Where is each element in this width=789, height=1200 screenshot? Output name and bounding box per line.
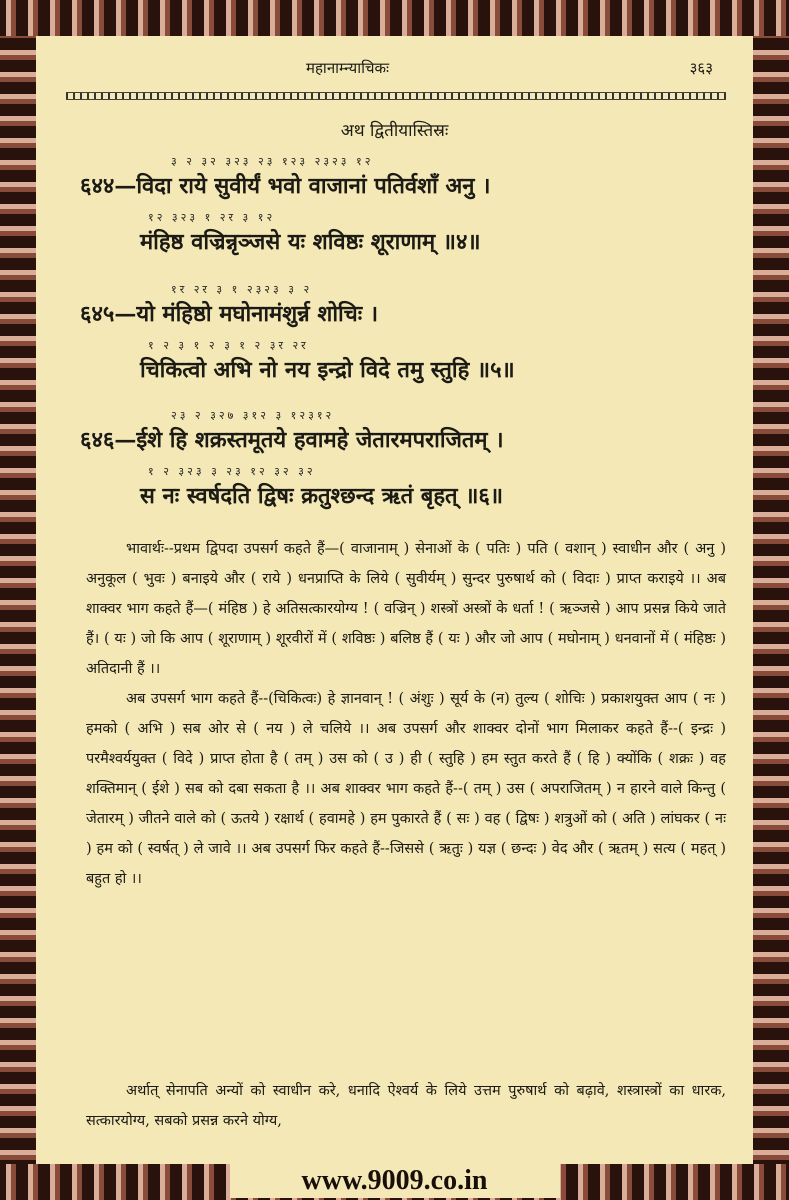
paragraph: अर्थात् सेनापति अन्यों को स्वाधीन करे, धनादि ऐश्वर्य के लिये उत्तम पुरुषार्थ को बढ़ावे, शस्त्रास्त्रों का धारक, सत्कारयोग्य, सबको प्रसन्न करने योग्य, — [86, 1083, 726, 1129]
ornamental-rule — [66, 92, 726, 100]
summary-block — [86, 1076, 726, 1136]
commentary — [86, 534, 726, 894]
frame-left — [0, 0, 36, 1198]
page-header — [36, 58, 753, 82]
verse-line: चिकित्वो अभि नो नय इन्द्रो विदे तमु स्तुहि ॥५॥ — [140, 357, 515, 383]
accent-marks: १ २ ३ १ २ ३ १ २ ३र २र — [148, 339, 309, 352]
paragraph: भावार्थः--प्रथम द्विपदा उपसर्ग कहते हैं—( वाजानाम् ) सेनाओं के ( पतिः ) पति ( वशान् ) स्वाधीन और ( अनु ) अनुकूल ( भुवः ) बनाइये और ( राये ) धनप्राप्ति के लिये ( सुवीर्यम् ) सुन्दर पुरुषार्थ को ( विदाः ) प्राप्त कराइये ।। अब शाक्वर भाग कहते हैं—( मंहिष्ठ ) हे अतिसत्कारयोग्य ! ( वज्रिन् ) शस्त्रों अस्त्रों के धर्ता ! ( ऋञ्जसे ) आप प्रसन्न किये जाते हैं। ( यः ) जो कि आप ( शूराणाम् ) शूरवीरों में ( शविष्ठः ) बलिष्ठ हैं ( यः ) और जो आप ( मघोनाम् ) धनवानों में ( मंहिष्ठः ) अतिदानी हैं ।। — [86, 541, 726, 677]
frame-right — [753, 0, 789, 1198]
verse-line: ६४६—ईशे हि शक्रस्तमूतये हवामहे जेतारमपराजितम् । — [80, 427, 504, 453]
accent-marks: ३ २ ३२ ३२३ २३ १२३ २३२३ १२ — [171, 155, 374, 168]
accent-marks: २३ २ ३२७ ३१२ ३ १२३१२ — [171, 409, 335, 422]
verse-line: मंहिष्ठ वज्रिन्नृञ्जसे यः शविष्ठः शूराणाम् ॥४॥ — [140, 229, 481, 255]
page-number: ३६३ — [689, 59, 713, 77]
watermark-url: www.9009.co.in — [301, 1165, 488, 1196]
frame-top — [0, 0, 789, 36]
verse-line: ६४४—विदा राये सुवीर्यं भवो वाजानां पतिर्वशाँ अनु । — [80, 173, 491, 199]
paragraph: अब उपसर्ग भाग कहते हैं--(चिकित्वः) हे ज्ञानवान् ! ( अंशुः ) सूर्य के (न) तुल्य ( शोचिः ) प्रकाशयुक्त आप ( नः ) हमको ( अभि ) सब ओर से ( नय ) ले चलिये ।। अब उपसर्ग और शाक्वर दोनों भाग मिलाकर कहते हैं--( इन्द्रः ) परमैश्वर्ययुक्त ( विदे ) प्राप्त होता है ( तम् ) उस को ( उ ) ही ( स्तुहि ) हम स्तुत करते हैं ( हि ) क्योंकि ( शक्रः ) वह शक्तिमान् ( ईशे ) सब को दबा सकता है ।। अब शाक्वर भाग कहते हैं--( तम् ) उस ( अपराजितम् ) न हारने वाले किन्तु ( जेतारम् ) जीतने वाले को ( ऊतये ) रक्षार्थ ( हवामहे ) हम पुकारते हैं ( सः ) वह ( द्विषः ) शत्रुओं को ( अति ) लांघकर ( नः ) हम को ( स्वर्षत् ) ले जावे ।। अब उपसर्ग फिर कहते हैं--जिससे ( ऋतुः ) यज्ञ ( छन्दः ) वेद और ( ऋतम् ) सत्य ( महत् ) बहुत हो ।। — [86, 691, 726, 887]
accent-marks: १२ ३२३ १ २र ३ १२ — [148, 211, 276, 224]
verse-line: स नः स्वर्षदति द्विषः क्रतुश्छन्द ऋतं बृहत् ॥६॥ — [140, 483, 504, 509]
verse-line: ६४५—यो मंहिष्ठो मघोनामंशुर्न्न शोचिः । — [80, 301, 379, 327]
running-title: महानाम्न्याचिकः — [306, 59, 390, 77]
accent-marks: १ २ ३२३ ३ २३ १२ ३२ ३२ — [148, 465, 316, 478]
accent-marks: १र २र ३ १ २३२३ ३ २ — [171, 283, 313, 296]
book-page — [36, 36, 753, 1164]
section-title: अथ द्वितीयास्तिस्रः — [340, 121, 449, 141]
